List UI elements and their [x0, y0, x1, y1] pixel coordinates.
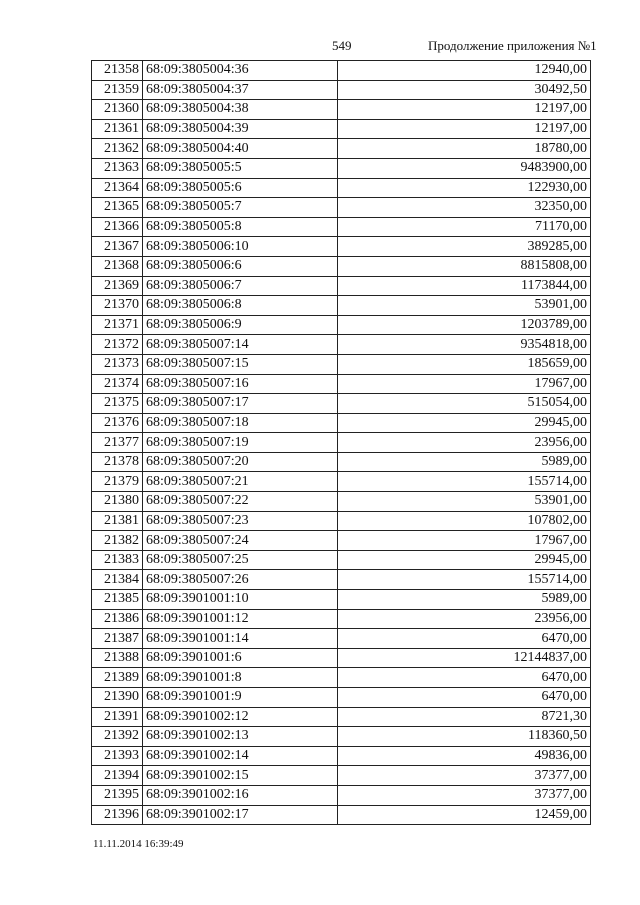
cadastral-number: 68:09:3805004:36: [143, 61, 338, 81]
cadastral-value: 12197,00: [338, 100, 591, 120]
row-number: 21365: [92, 198, 143, 218]
cadastral-number: 68:09:3901001:14: [143, 629, 338, 649]
cadastral-number: 68:09:3805007:23: [143, 511, 338, 531]
cadastral-value: 5989,00: [338, 452, 591, 472]
row-number: 21395: [92, 785, 143, 805]
row-number: 21363: [92, 158, 143, 178]
cadastral-value: 5989,00: [338, 590, 591, 610]
cadastral-number: 68:09:3901002:12: [143, 707, 338, 727]
table-row: [92, 511, 591, 531]
cadastral-value: 155714,00: [338, 472, 591, 492]
row-number: 21375: [92, 394, 143, 414]
cadastral-number: 68:09:3805005:6: [143, 178, 338, 198]
table-row: [92, 590, 591, 610]
row-number: 21378: [92, 452, 143, 472]
cadastral-value: 53901,00: [338, 296, 591, 316]
table-row: [92, 256, 591, 276]
cadastral-value: 1203789,00: [338, 315, 591, 335]
cadastral-number: 68:09:3805005:5: [143, 158, 338, 178]
cadastral-number: 68:09:3805006:8: [143, 296, 338, 316]
row-number: 21371: [92, 315, 143, 335]
cadastral-number: 68:09:3901002:17: [143, 805, 338, 825]
row-number: 21358: [92, 61, 143, 81]
cadastral-value: 122930,00: [338, 178, 591, 198]
cadastral-value: 17967,00: [338, 374, 591, 394]
cadastral-value: 107802,00: [338, 511, 591, 531]
table-row: [92, 433, 591, 453]
cadastral-number: 68:09:3901001:12: [143, 609, 338, 629]
cadastral-value: 18780,00: [338, 139, 591, 159]
cadastral-number: 68:09:3901001:9: [143, 688, 338, 708]
table-row: [92, 531, 591, 551]
row-number: 21396: [92, 805, 143, 825]
cadastral-number: 68:09:3901001:6: [143, 648, 338, 668]
row-number: 21388: [92, 648, 143, 668]
table-row: [92, 413, 591, 433]
cadastral-value: 32350,00: [338, 198, 591, 218]
cadastral-value: 12197,00: [338, 119, 591, 139]
row-number: 21367: [92, 237, 143, 257]
row-number: 21384: [92, 570, 143, 590]
table-row: [92, 746, 591, 766]
row-number: 21376: [92, 413, 143, 433]
table-row: [92, 374, 591, 394]
row-number: 21385: [92, 590, 143, 610]
cadastral-value: 515054,00: [338, 394, 591, 414]
table-row: [92, 648, 591, 668]
cadastral-number: 68:09:3805004:39: [143, 119, 338, 139]
row-number: 21366: [92, 217, 143, 237]
appendix-continuation-note: Продолжение приложения №1: [428, 38, 597, 53]
cadastral-value: 6470,00: [338, 629, 591, 649]
cadastral-number: 68:09:3805007:15: [143, 354, 338, 374]
row-number: 21382: [92, 531, 143, 551]
table-row: [92, 805, 591, 825]
cadastral-value: 6470,00: [338, 668, 591, 688]
table-row: [92, 217, 591, 237]
cadastral-number: 68:09:3901002:16: [143, 785, 338, 805]
row-number: 21379: [92, 472, 143, 492]
cadastral-number: 68:09:3805007:16: [143, 374, 338, 394]
row-number: 21359: [92, 80, 143, 100]
cadastral-number: 68:09:3805004:40: [143, 139, 338, 159]
cadastral-number: 68:09:3805007:24: [143, 531, 338, 551]
row-number: 21393: [92, 746, 143, 766]
cadastral-number: 68:09:3805006:7: [143, 276, 338, 296]
row-number: 21390: [92, 688, 143, 708]
cadastral-number: 68:09:3901002:15: [143, 766, 338, 786]
table-row: [92, 178, 591, 198]
cadastral-number: 68:09:3805007:21: [143, 472, 338, 492]
table-row: [92, 354, 591, 374]
cadastral-number: 68:09:3805007:18: [143, 413, 338, 433]
table-row: [92, 296, 591, 316]
row-number: 21377: [92, 433, 143, 453]
table-row: [92, 707, 591, 727]
page-number: 549: [332, 38, 352, 53]
row-number: 21360: [92, 100, 143, 120]
table-row: [92, 727, 591, 747]
table-row: [92, 570, 591, 590]
cadastral-value: 23956,00: [338, 433, 591, 453]
cadastral-value: 9483900,00: [338, 158, 591, 178]
cadastral-value: 23956,00: [338, 609, 591, 629]
table-row: [92, 668, 591, 688]
row-number: 21380: [92, 492, 143, 512]
row-number: 21361: [92, 119, 143, 139]
cadastral-number: 68:09:3805004:37: [143, 80, 338, 100]
row-number: 21374: [92, 374, 143, 394]
row-number: 21372: [92, 335, 143, 355]
row-number: 21364: [92, 178, 143, 198]
table-row: [92, 394, 591, 414]
cadastral-number: 68:09:3805007:20: [143, 452, 338, 472]
row-number: 21369: [92, 276, 143, 296]
cadastral-number: 68:09:3805006:6: [143, 256, 338, 276]
cadastral-number: 68:09:3805007:22: [143, 492, 338, 512]
cadastral-value: 185659,00: [338, 354, 591, 374]
cadastral-value-table: [91, 60, 591, 825]
table-row: [92, 315, 591, 335]
table-row: [92, 452, 591, 472]
table-row: [92, 472, 591, 492]
cadastral-number: 68:09:3805006:10: [143, 237, 338, 257]
table-row: [92, 139, 591, 159]
table-row: [92, 492, 591, 512]
cadastral-value: 12940,00: [338, 61, 591, 81]
print-timestamp: 11.11.2014 16:39:49: [93, 838, 184, 850]
table-row: [92, 629, 591, 649]
table-row: [92, 119, 591, 139]
row-number: 21370: [92, 296, 143, 316]
table-row: [92, 785, 591, 805]
cadastral-value: 389285,00: [338, 237, 591, 257]
cadastral-value: 37377,00: [338, 766, 591, 786]
cadastral-value: 29945,00: [338, 550, 591, 570]
row-number: 21391: [92, 707, 143, 727]
cadastral-value: 37377,00: [338, 785, 591, 805]
table-row: [92, 276, 591, 296]
cadastral-number: 68:09:3805007:26: [143, 570, 338, 590]
cadastral-value: 29945,00: [338, 413, 591, 433]
cadastral-number: 68:09:3901002:14: [143, 746, 338, 766]
cadastral-value: 17967,00: [338, 531, 591, 551]
cadastral-value: 8721,30: [338, 707, 591, 727]
table-row: [92, 158, 591, 178]
cadastral-number: 68:09:3805007:17: [143, 394, 338, 414]
row-number: 21373: [92, 354, 143, 374]
row-number: 21368: [92, 256, 143, 276]
row-number: 21381: [92, 511, 143, 531]
row-number: 21383: [92, 550, 143, 570]
table-row: [92, 550, 591, 570]
cadastral-number: 68:09:3901001:10: [143, 590, 338, 610]
cadastral-value: 30492,50: [338, 80, 591, 100]
row-number: 21394: [92, 766, 143, 786]
table-row: [92, 688, 591, 708]
cadastral-value: 1173844,00: [338, 276, 591, 296]
cadastral-value: 71170,00: [338, 217, 591, 237]
cadastral-number: 68:09:3805005:7: [143, 198, 338, 218]
cadastral-number: 68:09:3805006:9: [143, 315, 338, 335]
row-number: 21362: [92, 139, 143, 159]
row-number: 21387: [92, 629, 143, 649]
cadastral-value: 118360,50: [338, 727, 591, 747]
table-body: [92, 61, 591, 825]
cadastral-number: 68:09:3901001:8: [143, 668, 338, 688]
cadastral-number: 68:09:3805007:14: [143, 335, 338, 355]
cadastral-number: 68:09:3805004:38: [143, 100, 338, 120]
table-row: [92, 80, 591, 100]
cadastral-value: 8815808,00: [338, 256, 591, 276]
row-number: 21392: [92, 727, 143, 747]
table-row: [92, 609, 591, 629]
table-row: [92, 335, 591, 355]
cadastral-value: 12459,00: [338, 805, 591, 825]
table-row: [92, 766, 591, 786]
cadastral-number: 68:09:3805005:8: [143, 217, 338, 237]
row-number: 21386: [92, 609, 143, 629]
cadastral-value: 12144837,00: [338, 648, 591, 668]
cadastral-value: 53901,00: [338, 492, 591, 512]
table-row: [92, 100, 591, 120]
cadastral-value: 49836,00: [338, 746, 591, 766]
table-row: [92, 198, 591, 218]
cadastral-value: 9354818,00: [338, 335, 591, 355]
table-row: [92, 61, 591, 81]
cadastral-number: 68:09:3805007:19: [143, 433, 338, 453]
cadastral-number: 68:09:3901002:13: [143, 727, 338, 747]
row-number: 21389: [92, 668, 143, 688]
cadastral-value: 155714,00: [338, 570, 591, 590]
cadastral-value: 6470,00: [338, 688, 591, 708]
table-row: [92, 237, 591, 257]
cadastral-number: 68:09:3805007:25: [143, 550, 338, 570]
